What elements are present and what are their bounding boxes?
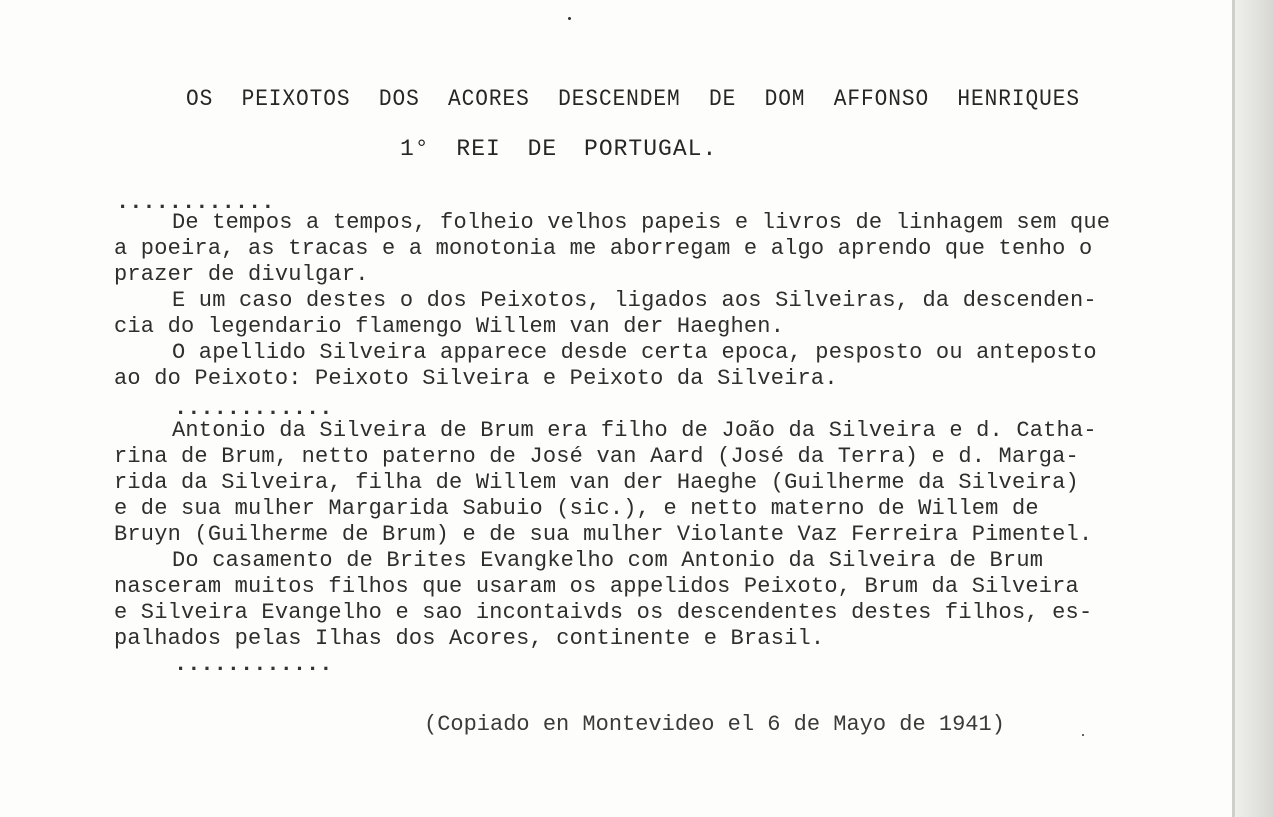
text-line: Do casamento de Brites Evangkelho com Antonio da Silveira de Brum — [172, 548, 1044, 573]
text-line: E um caso destes o dos Peixotos, ligados aos Silveiras, da descenden- — [172, 288, 1097, 313]
text-line: nasceram muitos filhos que usaram os appelidos Peixoto, Brum da Silveira — [114, 574, 1079, 599]
text-line: De tempos a tempos, folheio velhos papeis e livros de linhagem sem que — [172, 210, 1111, 235]
text-line: Antonio da Silveira de Brum era filho de João da Silveira e d. Catha- — [172, 418, 1097, 443]
separator-dots: ............ — [174, 396, 333, 421]
text-line: rina de Brum, netto paterno de José van Aard (José da Terra) e d. Marga- — [114, 444, 1079, 469]
document-subtitle: 1° REI DE PORTUGAL. — [400, 136, 718, 162]
text-line: cia do legendario flamengo Willem van der Haeghen. — [114, 314, 785, 339]
text-line: Bruyn (Guilherme de Brum) e de sua mulher Violante Vaz Ferreira Pimentel. — [114, 522, 1093, 547]
ink-speck — [1082, 734, 1084, 736]
separator-dots: ............ — [116, 190, 275, 215]
text-line: ao do Peixoto: Peixoto Silveira e Peixoto da Silveira. — [114, 366, 838, 391]
text-line: e de sua mulher Margarida Sabuio (sic.), e netto materno de Willem de — [114, 496, 1039, 521]
text-line: rida da Silveira, filha de Willem van der Haeghe (Guilherme da Silveira) — [114, 470, 1079, 495]
text-line: O apellido Silveira apparece desde certa epoca, pesposto ou anteposto — [172, 340, 1097, 365]
text-line: palhados pelas Ilhas dos Acores, continente e Brasil. — [114, 626, 825, 651]
ink-speck — [568, 17, 571, 20]
text-line: prazer de divulgar. — [114, 262, 369, 287]
document-title: OS PEIXOTOS DOS ACORES DESCENDEM DE DOM AFFONSO HENRIQUES — [186, 86, 1080, 112]
page-edge-shadow — [1232, 0, 1274, 817]
separator-dots: ............ — [174, 652, 333, 677]
copy-note: (Copiado en Montevideo el 6 de Mayo de 1941) — [424, 712, 1005, 737]
text-line: e Silveira Evangelho e sao incontaivds os descendentes destes filhos, es- — [114, 600, 1093, 625]
text-line: a poeira, as tracas e a monotonia me aborregam e algo aprendo que tenho o — [114, 236, 1093, 261]
